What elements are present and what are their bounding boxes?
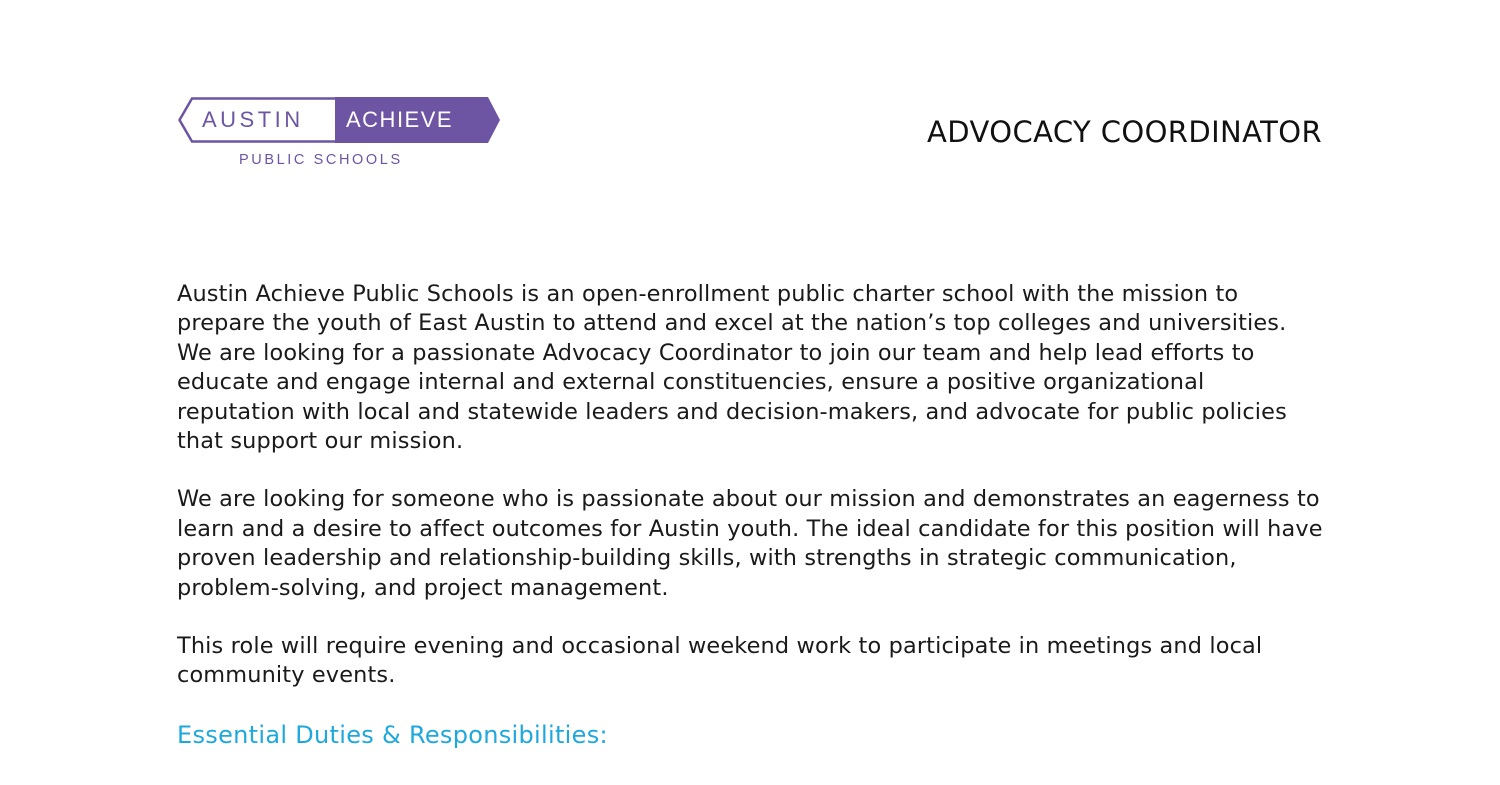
logo-word-austin: AUSTIN [202, 107, 304, 132]
schedule-paragraph: This role will require evening and occasional weekend work to participate in meetings and local community events. [177, 633, 1263, 689]
intro-paragraph: Austin Achieve Public Schools is an open-enrollment public charter school with the mission to prepare the youth of East Austin to attend and excel at the nation’s top colleges and universities. We are looking for a passionate Advocacy Coordinator to join our team and help lead efforts to educate and engage internal and external constituencies, ensure a positive organizational reputation with local and statewide leaders and decision-makers, and advocate for public policies that support our mission. [177, 281, 1287, 455]
job-title: ADVOCACY COORDINATOR [927, 115, 1322, 149]
school-logo [178, 97, 500, 173]
section-heading: Essential Duties & Responsibilities: [177, 720, 608, 749]
logo-word-achieve: ACHIEVE [346, 107, 454, 132]
candidate-paragraph: We are looking for someone who is passionate about our mission and demonstrates an eagerness to learn and a desire to affect outcomes for Austin youth. The ideal candidate for this position will have proven leadership and relationship-building skills, with strengths in strategic communication, problem-solving, and project management. [177, 486, 1323, 601]
logo-subtitle: PUBLIC SCHOOLS [239, 152, 403, 168]
document-body [177, 280, 1327, 750]
